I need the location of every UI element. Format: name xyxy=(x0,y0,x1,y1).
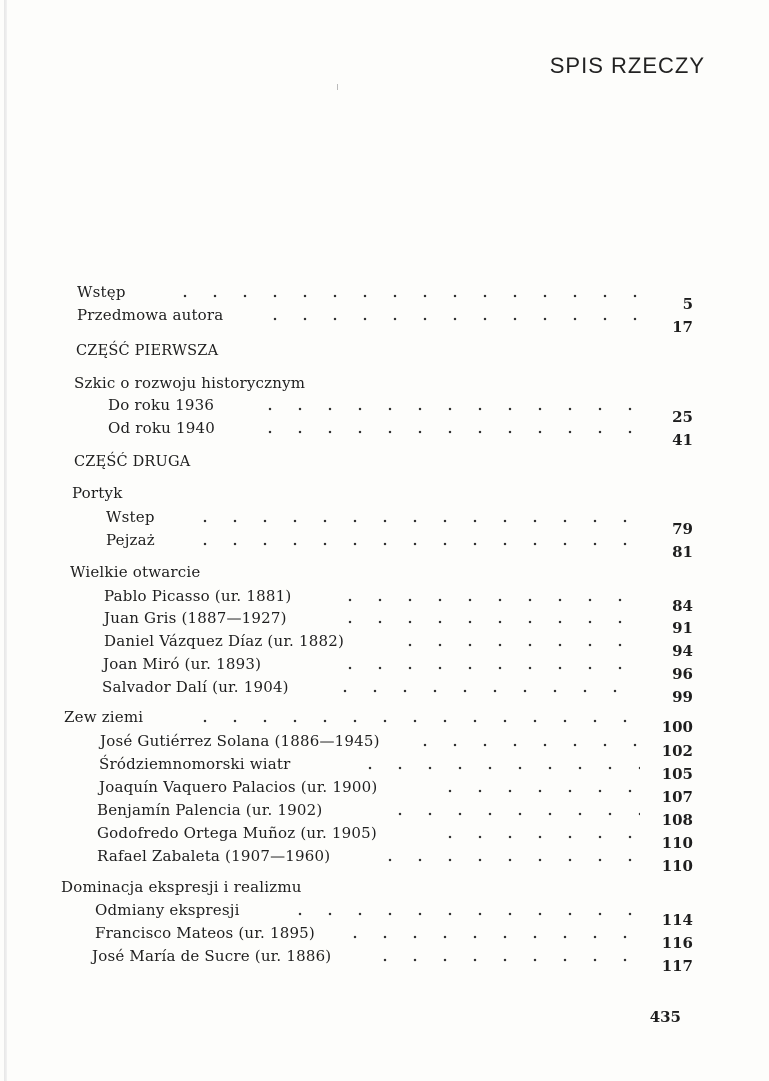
toc-part-label: CZĘŚĆ DRUGA xyxy=(74,454,191,470)
toc-entry-page: 102 xyxy=(661,742,693,760)
toc-entry-page: 25 xyxy=(672,408,693,426)
dot-leader xyxy=(370,945,640,967)
toc-entry xyxy=(0,304,769,336)
toc-section-label: Portyk xyxy=(72,484,123,502)
toc-entry xyxy=(0,630,769,660)
toc-entry-label: Benjamín Palencia (ur. 1902) xyxy=(97,801,323,819)
dot-leader xyxy=(190,529,640,551)
toc-section xyxy=(0,706,769,736)
toc-section xyxy=(0,561,769,583)
toc-entry-label: Joaquín Vaquero Palacios (ur. 1900) xyxy=(99,778,378,796)
toc-entry xyxy=(0,845,769,875)
toc-entry xyxy=(0,922,769,952)
dot-leader xyxy=(355,753,640,775)
dot-leader xyxy=(190,706,640,728)
dot-leader xyxy=(375,845,640,867)
toc-entry-label: Daniel Vázquez Díaz (ur. 1882) xyxy=(104,632,345,650)
toc-entry xyxy=(0,676,769,706)
dot-leader xyxy=(260,304,640,326)
dot-leader xyxy=(170,281,640,303)
toc-entry-label: Godofredo Ortega Muñoz (ur. 1905) xyxy=(97,824,377,842)
toc-entry xyxy=(0,653,769,683)
toc-entry-label: Wstęp xyxy=(77,283,126,301)
toc-section xyxy=(0,372,769,394)
toc-entry-page: 100 xyxy=(661,718,693,736)
toc-part-label: CZĘŚĆ PIERWSZA xyxy=(76,343,219,359)
dot-leader xyxy=(335,653,625,675)
toc-entry-page: 110 xyxy=(661,834,693,852)
toc-entry-label: Przedmowa autora xyxy=(77,306,224,324)
toc-part-heading xyxy=(0,340,769,362)
toc-entry xyxy=(0,585,769,615)
toc-entry-page: 105 xyxy=(661,765,693,783)
toc-entry-page: 110 xyxy=(661,857,693,875)
toc-section-label: Wielkie otwarcie xyxy=(70,563,201,581)
toc-entry xyxy=(0,417,769,449)
toc-entry xyxy=(0,394,769,426)
toc-entry-page: 17 xyxy=(672,318,693,336)
toc-entry xyxy=(0,945,769,975)
toc-entry-page: 117 xyxy=(661,957,693,975)
toc-entry-page: 81 xyxy=(672,543,693,561)
toc-entry-label: Joan Miró (ur. 1893) xyxy=(103,655,262,673)
toc-entry xyxy=(0,899,769,929)
toc-entry-page: 91 xyxy=(672,619,693,637)
dot-leader xyxy=(255,394,640,416)
toc-entry-label: Wstep xyxy=(106,508,155,526)
toc-section-label: Zew ziemi xyxy=(64,708,144,726)
toc-entry xyxy=(0,730,769,760)
dot-leader xyxy=(395,630,640,652)
toc-entry-page: 107 xyxy=(661,788,693,806)
dot-leader xyxy=(340,922,640,944)
toc-entry-page: 5 xyxy=(682,295,693,313)
toc-entry-label: Rafael Zabaleta (1907—1960) xyxy=(97,847,331,865)
dot-leader xyxy=(335,585,640,607)
toc-section-label: Szkic o rozwoju historycznym xyxy=(74,374,306,392)
toc-entry-page: 114 xyxy=(661,911,693,929)
dot-leader xyxy=(335,607,640,629)
dot-leader xyxy=(285,899,640,921)
toc-entry-page: 94 xyxy=(672,642,693,660)
toc-entry-page: 96 xyxy=(672,665,693,683)
dot-leader xyxy=(435,776,640,798)
toc-entry xyxy=(0,776,769,806)
toc-entry xyxy=(0,607,769,637)
dot-leader xyxy=(330,676,625,698)
dot-leader xyxy=(435,822,640,844)
toc-entry-label: José Gutiérrez Solana (1886—1945) xyxy=(100,732,380,750)
dot-leader xyxy=(385,799,640,821)
toc-entry-label: Do roku 1936 xyxy=(108,396,215,414)
toc-entry-label: Salvador Dalí (ur. 1904) xyxy=(102,678,289,696)
dot-leader xyxy=(255,417,640,439)
page-title: SPIS RZECZY xyxy=(549,53,705,78)
print-speck xyxy=(337,84,338,90)
toc-entry-page: 84 xyxy=(672,597,693,615)
toc-part-heading xyxy=(0,451,769,473)
toc-entry-label: Francisco Mateos (ur. 1895) xyxy=(95,924,315,942)
toc-entry xyxy=(0,753,769,783)
toc-entry xyxy=(0,529,769,561)
toc-entry-label: Pejzaż xyxy=(106,531,155,549)
toc-entry xyxy=(0,799,769,829)
dot-leader xyxy=(410,730,640,752)
toc-section xyxy=(0,482,769,504)
toc-entry-label: Od roku 1940 xyxy=(108,419,215,437)
toc-entry-label: Pablo Picasso (ur. 1881) xyxy=(104,587,292,605)
page-number: 435 xyxy=(649,1008,681,1026)
toc-entry-label: Odmiany ekspresji xyxy=(95,901,240,919)
toc-entry xyxy=(0,506,769,538)
dot-leader xyxy=(190,506,640,528)
toc-entry-page: 108 xyxy=(661,811,693,829)
toc-section-label: Dominacja ekspresji i realizmu xyxy=(61,878,302,896)
toc-entry-page: 116 xyxy=(661,934,693,952)
toc-entry-label: José María de Sucre (ur. 1886) xyxy=(92,947,332,965)
toc-section xyxy=(0,876,769,898)
toc-entry-page: 99 xyxy=(672,688,693,706)
toc-entry-page: 79 xyxy=(672,520,693,538)
toc-entry-page: 41 xyxy=(672,431,693,449)
toc-entry-label: Juan Gris (1887—1927) xyxy=(104,609,287,627)
toc-entry-label: Śródziemnomorski wiatr xyxy=(99,755,291,773)
toc-entry xyxy=(0,822,769,852)
toc-entry xyxy=(0,281,769,313)
